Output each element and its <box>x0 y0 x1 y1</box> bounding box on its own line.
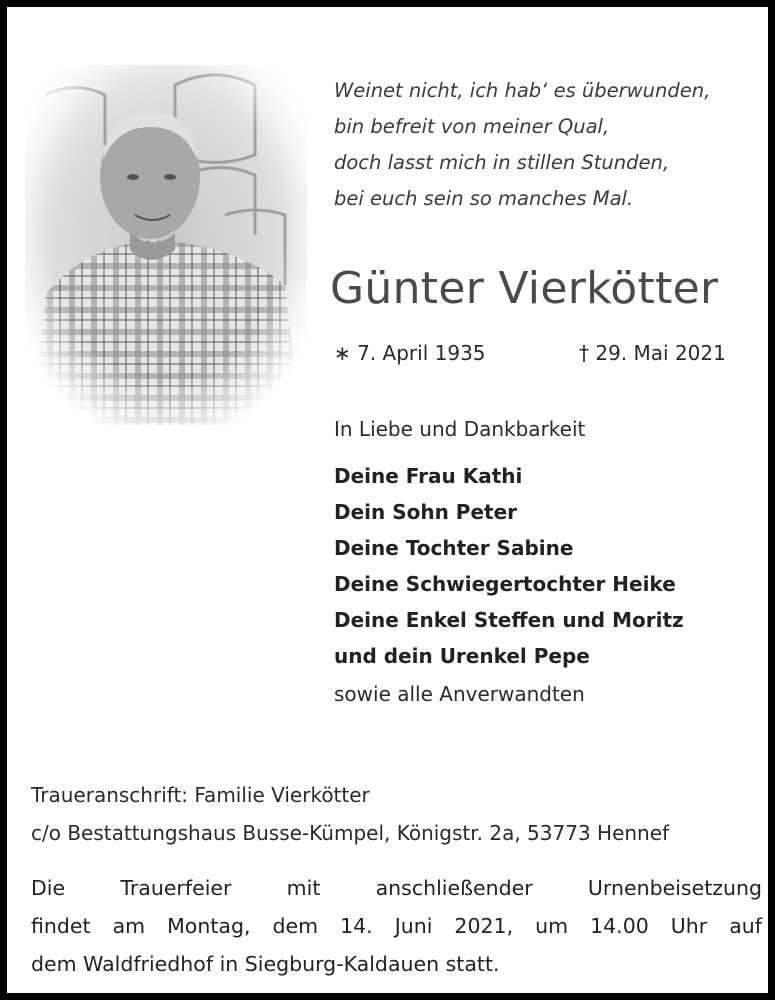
poem <box>334 73 754 217</box>
funeral-service-info <box>31 869 762 983</box>
poem-line: Weinet nicht, ich hab‘ es überwunden, <box>334 79 711 102</box>
birth-date: ∗ 7. April 1935 <box>334 341 486 365</box>
death-date: † 29. Mai 2021 <box>579 341 726 365</box>
family-member: und dein Urenkel Pepe <box>334 644 590 668</box>
poem-line: doch lasst mich in stillen Stunden, <box>334 151 670 174</box>
family-member: Deine Schwiegertochter Heike <box>334 572 676 596</box>
portrait-photo <box>25 65 307 425</box>
poem-line: bin befreit von meiner Qual, <box>334 115 610 138</box>
family-member: Deine Tochter Sabine <box>334 536 574 560</box>
address-line: Traueranschrift: Familie Vierkötter <box>31 783 370 807</box>
deceased-name: Günter Vierkötter <box>330 263 719 314</box>
family-member: Deine Enkel Steffen und Moritz <box>334 608 684 632</box>
mourners-intro: In Liebe und Dankbarkeit <box>334 417 586 441</box>
family-member: Deine Frau Kathi <box>334 464 523 488</box>
relatives-note: sowie alle Anverwandten <box>334 682 585 706</box>
poem-line: bei euch sein so manches Mal. <box>334 187 634 210</box>
family-member: Dein Sohn Peter <box>334 500 518 524</box>
service-line: dem Waldfriedhof in Siegburg-Kaldauen statt. <box>31 952 500 976</box>
service-line: findet am Montag, dem 14. Juni 2021, um 14.00 Uhr auf <box>31 914 762 938</box>
family-list <box>334 458 684 674</box>
address-line: c/o Bestattungshaus Busse-Kümpel, Königstr. 2a, 53773 Hennef <box>31 821 670 845</box>
service-line: Die Trauerfeier mit anschließender Urnenbeisetzung <box>31 876 762 900</box>
portrait-image <box>25 65 307 425</box>
mourning-address <box>31 776 669 852</box>
